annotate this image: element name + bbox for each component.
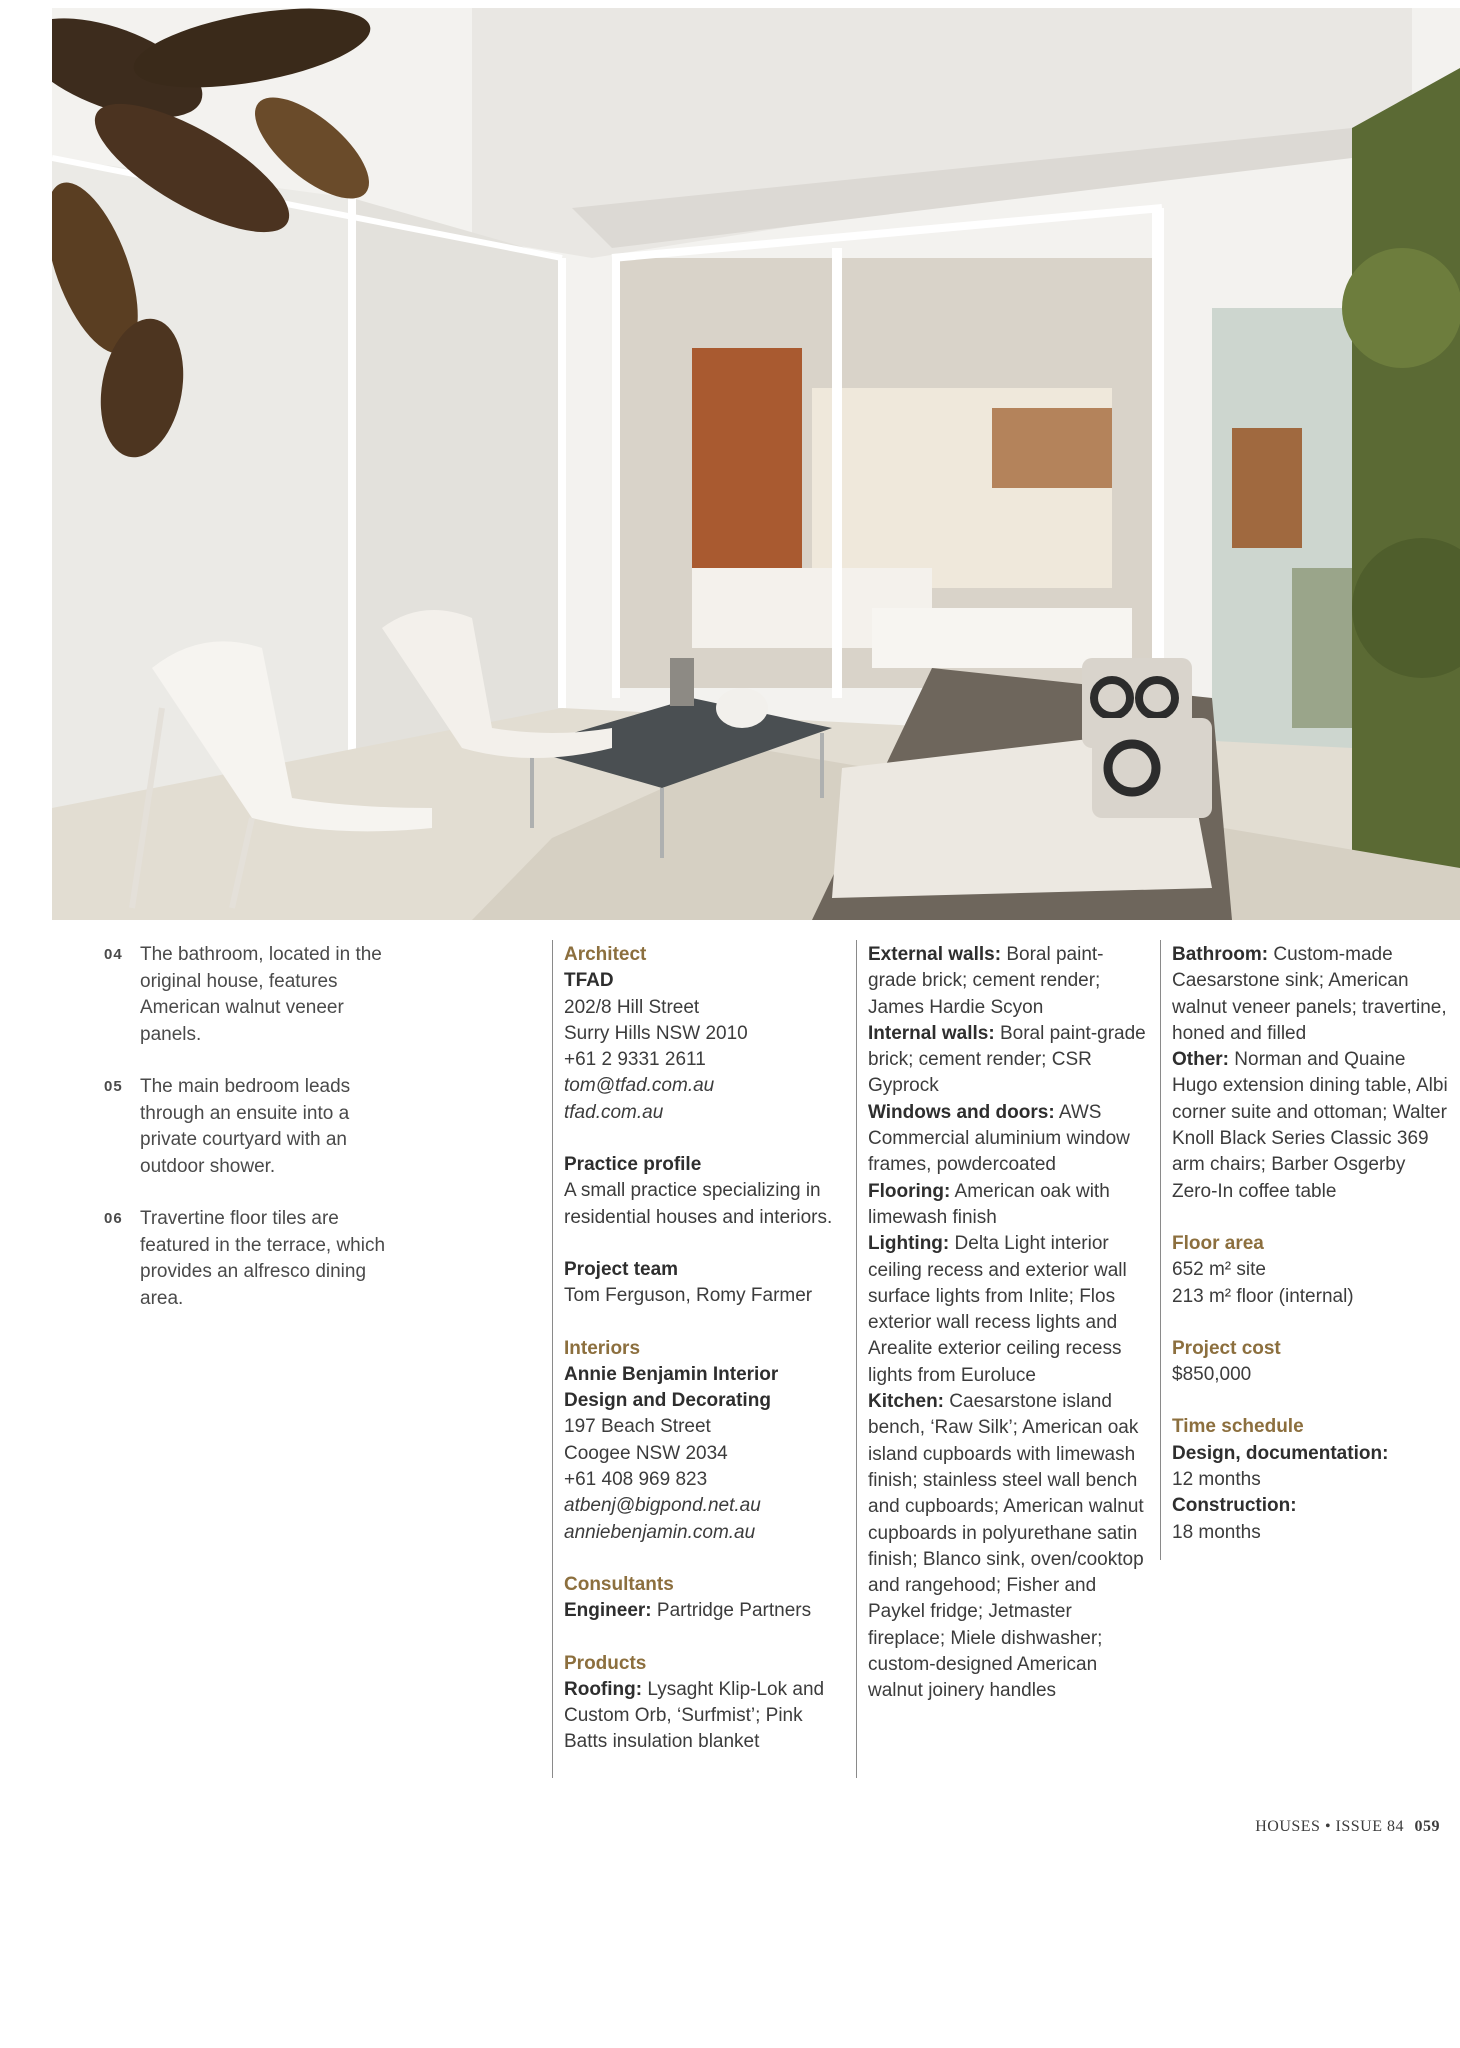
caption-number: 04	[104, 946, 123, 963]
architect-heading: Architect	[564, 944, 647, 965]
construction-label: Construction:	[1172, 1495, 1297, 1517]
flooring-label: Flooring:	[868, 1180, 951, 1202]
magazine-issue: HOUSES • ISSUE 84	[1255, 1818, 1404, 1835]
interiors-name: Annie Benjamin Interior Design and Decorating	[564, 1363, 779, 1412]
interiors-email: atbenj@bigpond.net.au	[564, 1495, 761, 1517]
caption-05	[104, 1074, 404, 1180]
lighting-value: Delta Light interior ceiling recess and exterior wall surface lights from Inlite; Flos exterior wall recess lights and Arealite exterior ceiling recess lights from Euroluce	[868, 1233, 1127, 1386]
engineer-label: Engineer:	[564, 1600, 652, 1622]
interiors-address1: 197 Beach Street	[564, 1416, 711, 1438]
cost-value: $850,000	[1172, 1364, 1252, 1386]
products-roofing	[564, 1677, 842, 1756]
terrace-illustration	[52, 8, 1460, 920]
interiors-phone: +61 408 969 823	[564, 1469, 708, 1491]
products-external	[868, 942, 1150, 1021]
interiors-address2: Coogee NSW 2034	[564, 1442, 728, 1464]
products-bathroom	[1172, 942, 1450, 1047]
practice-text: A small practice specializing in residential houses and interiors.	[564, 1180, 833, 1228]
caption-text: Travertine floor tiles are featured in the terrace, which provides an alfresco dining area.	[140, 1208, 386, 1309]
team-text: Tom Ferguson, Romy Farmer	[564, 1285, 813, 1307]
credits-column-products	[868, 942, 1150, 1705]
products-other	[1172, 1047, 1450, 1205]
kitchen-value: Caesarstone island bench, ‘Raw Silk’; American oak island cupboards with limewash finish; stainless steel wall bench and cupboards; American walnut cupboards in polyurethane satin finish; Blanco sink, oven/cooktop and rangehood; Fisher and Paykel fridge; Jetmaster fireplace; Miele dishwasher; custom-designed American walnut joinery handles	[868, 1391, 1144, 1702]
other-label: Other:	[1172, 1049, 1229, 1071]
page-footer	[1255, 1818, 1440, 1836]
consultants-heading: Consultants	[564, 1573, 674, 1595]
floor-area-site: 652 m² site	[1172, 1259, 1266, 1281]
column-rule	[552, 940, 553, 1778]
floor-area-heading: Floor area	[1172, 1232, 1264, 1254]
lighting-label: Lighting:	[868, 1233, 950, 1255]
products-internal	[868, 1021, 1150, 1100]
bathroom-value: Custom-made Caesarstone sink; American walnut veneer panels; travertine, honed and filled	[1172, 944, 1447, 1044]
architect-email: tom@tfad.com.au	[564, 1075, 715, 1097]
caption-number: 06	[104, 1210, 123, 1227]
engineer-value: Partridge Partners	[656, 1600, 812, 1622]
credits-column-architect	[564, 942, 842, 1756]
architect-name: TFAD	[564, 970, 614, 992]
windows-label: Windows and doors:	[868, 1101, 1055, 1123]
hero-photo	[52, 8, 1460, 920]
products-heading: Products	[564, 1652, 647, 1674]
architect-address2: Surry Hills NSW 2010	[564, 1022, 748, 1044]
caption-number: 05	[104, 1078, 123, 1095]
roofing-label: Roofing:	[564, 1678, 643, 1700]
caption-text: The bathroom, located in the original house, features American walnut veneer panels.	[140, 944, 382, 1045]
interiors-heading: Interiors	[564, 1337, 641, 1359]
column-rule	[856, 940, 857, 1778]
architect-address1: 202/8 Hill Street	[564, 996, 700, 1018]
schedule-heading: Time schedule	[1172, 1416, 1304, 1438]
products-kitchen	[868, 1389, 1150, 1705]
flooring-value: American oak with limewash finish	[868, 1180, 1110, 1228]
external-label: External walls:	[868, 944, 1002, 965]
kitchen-label: Kitchen:	[868, 1391, 944, 1413]
design-label: Design, documentation:	[1172, 1442, 1389, 1464]
consultants-engineer	[564, 1598, 842, 1624]
products-lighting	[868, 1231, 1150, 1389]
other-value: Norman and Quaine Hugo extension dining table, Albi corner suite and ottoman; Walter Knoll Black Series Classic 369 arm chairs; Barber Osgerby Zero-In coffee table	[1172, 1049, 1448, 1202]
products-windows	[868, 1100, 1150, 1179]
windows-value: AWS Commercial aluminium window frames, powdercoated	[868, 1101, 1130, 1176]
external-value: Boral paint-grade brick; cement render; James Hardie Scyon	[868, 944, 1104, 1018]
internal-label: Internal walls:	[868, 1022, 995, 1044]
interiors-web: anniebenjamin.com.au	[564, 1521, 756, 1543]
column-rule	[1160, 940, 1161, 1560]
internal-value: Boral paint-grade brick; cement render; CSR Gyprock	[868, 1022, 1146, 1097]
products-flooring	[868, 1179, 1150, 1232]
team-heading: Project team	[564, 1258, 679, 1280]
caption-04	[104, 942, 404, 1048]
caption-06	[104, 1206, 404, 1312]
architect-web: tfad.com.au	[564, 1101, 664, 1123]
credits-column-details	[1172, 942, 1450, 1546]
caption-text: The main bedroom leads through an ensuite into a private courtyard with an outdoor shower.	[140, 1076, 351, 1177]
floor-area-floor: 213 m² floor (internal)	[1172, 1285, 1354, 1307]
architect-phone: +61 2 9331 2611	[564, 1049, 706, 1071]
cost-heading: Project cost	[1172, 1337, 1281, 1359]
construction-value: 18 months	[1172, 1521, 1261, 1543]
roofing-value: Lysaght Klip-Lok and Custom Orb, ‘Surfmist’; Pink Batts insulation blanket	[564, 1678, 825, 1753]
page-number: 059	[1414, 1818, 1440, 1835]
bathroom-label: Bathroom:	[1172, 944, 1269, 965]
practice-heading: Practice profile	[564, 1154, 702, 1176]
design-value: 12 months	[1172, 1469, 1261, 1491]
